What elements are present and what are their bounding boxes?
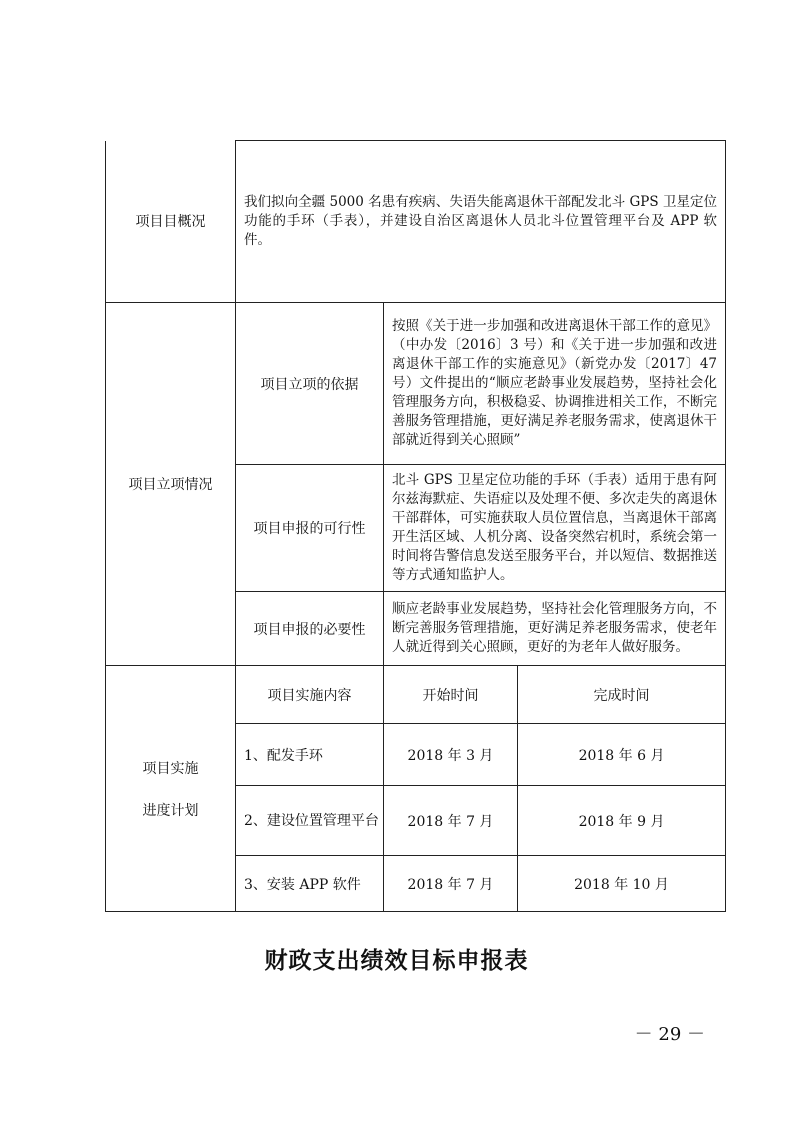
schedule-label-line2: 进度计划 <box>142 802 199 819</box>
schedule-label-line1: 项目实施 <box>142 760 199 777</box>
feasibility-text: 北斗 GPS 卫星定位功能的手环（手表）适用于患有阿尔兹海默症、失语症以及处理不便、多次走失的离退休干部群体，可实施获取人员位置信息，当离退休干部离开生活区域、人机分离、设备突然宕机时，系统会第一时间将告警信息发送至服务平台，并以短信、数据推送等方式通知监护人。 <box>384 465 726 592</box>
schedule-end: 2018 年 10 月 <box>518 856 726 912</box>
schedule-header-content: 项目实施内容 <box>236 666 384 724</box>
page-number: － 29 － <box>634 1024 705 1045</box>
feasibility-label: 项目申报的可行性 <box>236 465 384 592</box>
overview-row <box>106 141 726 303</box>
schedule-start: 2018 年 7 月 <box>384 786 518 856</box>
schedule-label <box>106 666 236 912</box>
schedule-content: 2、建设位置管理平台 <box>236 786 384 856</box>
overview-label: 项目目概况 <box>106 141 236 303</box>
project-info-table <box>105 140 726 912</box>
document-title: 财政支出绩效目标申报表 <box>264 948 529 974</box>
establishment-label: 项目立项情况 <box>106 303 236 666</box>
schedule-start: 2018 年 7 月 <box>384 856 518 912</box>
basis-text: 按照《关于进一步加强和改进离退休干部工作的意见》（中办发〔2016〕3 号）和《关于进一步加强和改进离退休干部工作的实施意见》（新党办发〔2017〕47 号）文件提出的“顺应老龄事业发展趋势，坚持社会化管理服务方向，积极稳妥、协调推进相关工作，不断完善服务管理措施，更好满足养老服务需求，使离退休干部就近得到关心照顾” <box>384 303 726 465</box>
schedule-end: 2018 年 6 月 <box>518 724 726 786</box>
schedule-header-start: 开始时间 <box>384 666 518 724</box>
schedule-header-end: 完成时间 <box>518 666 726 724</box>
schedule-header-row <box>106 666 726 724</box>
schedule-end: 2018 年 9 月 <box>518 786 726 856</box>
necessity-text: 顺应老龄事业发展趋势，坚持社会化管理服务方向，不断完善服务管理措施，更好满足养老服务需求，使老年人就近得到关心照顾，更好的为老年人做好服务。 <box>384 592 726 666</box>
basis-label: 项目立项的依据 <box>236 303 384 465</box>
schedule-content: 1、配发手环 <box>236 724 384 786</box>
basis-row <box>106 303 726 465</box>
schedule-start: 2018 年 3 月 <box>384 724 518 786</box>
schedule-content: 3、安装 APP 软件 <box>236 856 384 912</box>
overview-text: 我们拟向全疆 5000 名患有疾病、失语失能离退休干部配发北斗 GPS 卫星定位功能的手环（手表），并建设自治区离退休人员北斗位置管理平台及 APP 软件。 <box>236 141 726 303</box>
necessity-label: 项目申报的必要性 <box>236 592 384 666</box>
